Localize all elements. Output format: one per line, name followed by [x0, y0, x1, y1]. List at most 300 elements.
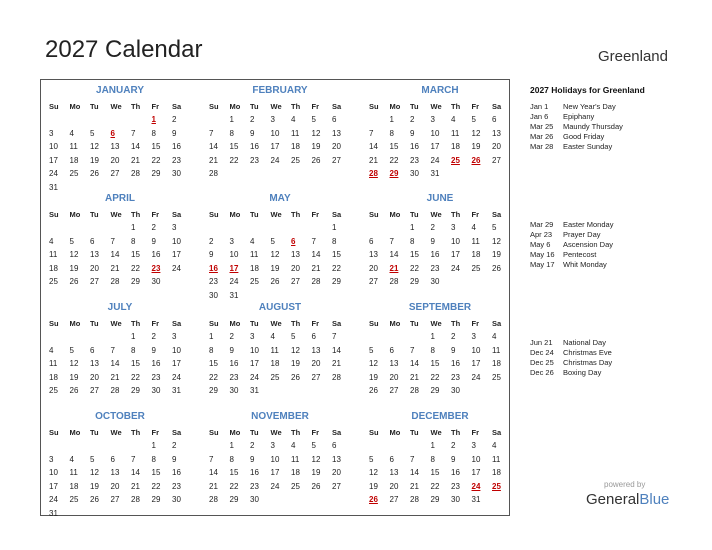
day-cell: 24: [430, 155, 440, 165]
day-cell: 20: [332, 142, 341, 151]
day-cell: 8: [332, 236, 337, 246]
empty-cell: [47, 221, 68, 235]
day-cell: 22: [209, 372, 218, 382]
month-february: [202, 84, 358, 181]
day-cell: 18: [49, 372, 58, 382]
empty-cell: [289, 221, 310, 235]
month-grid: [207, 317, 358, 398]
holiday-name: Maundy Thursday: [563, 122, 623, 131]
day-cell: 6: [389, 345, 394, 355]
holiday-panel-title: 2027 Holidays for Greenland: [530, 85, 645, 95]
day-cell: 6: [311, 332, 316, 341]
weekday-header: Fr: [311, 102, 319, 111]
day-cell: 22: [131, 263, 140, 273]
day-cell: 3: [270, 115, 275, 124]
day-cell: 14: [131, 142, 140, 151]
day-cell: 31: [229, 290, 239, 300]
day-cell: 22: [229, 481, 239, 491]
day-cell: 10: [250, 345, 259, 355]
day-cell: 5: [69, 236, 74, 246]
weekday-header: Mo: [229, 428, 241, 437]
day-cell: 11: [69, 468, 78, 477]
day-cell: 13: [389, 359, 399, 368]
day-cell: 29: [430, 386, 440, 395]
day-cell: 5: [471, 115, 476, 124]
month-name: MARCH: [421, 85, 459, 96]
day-cell: 6: [90, 345, 95, 355]
day-cell: 31: [430, 169, 440, 178]
day-cell: 4: [451, 115, 456, 124]
day-cell: 18: [49, 263, 58, 273]
day-cell: 29: [131, 277, 140, 286]
holiday-row: [530, 132, 700, 142]
day-cell: 15: [229, 142, 239, 151]
day-cell: 25: [49, 386, 58, 395]
weekday-header: Tu: [90, 319, 99, 328]
holiday-day-cell: 25: [492, 481, 501, 491]
day-cell: 12: [69, 250, 79, 259]
month-grid: [367, 100, 518, 181]
weekday-header: Mo: [69, 102, 81, 111]
holiday-row: [530, 230, 700, 240]
weekday-header: Fr: [471, 210, 479, 219]
holiday-panel: [530, 85, 700, 377]
weekday-header: We: [430, 102, 442, 111]
weekday-header: Fr: [151, 210, 159, 219]
day-cell: 16: [250, 468, 259, 477]
holiday-date: May 16: [530, 250, 555, 259]
day-cell: 6: [332, 115, 337, 124]
day-cell: 31: [49, 508, 58, 518]
day-cell: 10: [172, 236, 181, 246]
day-cell: 26: [492, 263, 501, 273]
day-cell: 4: [49, 345, 54, 355]
weekday-header: Sa: [172, 319, 182, 328]
day-cell: 23: [430, 263, 440, 273]
day-cell: 15: [410, 250, 419, 259]
weekday-header: Mo: [389, 102, 401, 111]
day-cell: 10: [172, 345, 181, 355]
day-cell: 27: [110, 495, 120, 504]
day-cell: 1: [209, 332, 214, 341]
day-cell: 31: [172, 386, 181, 395]
month-april: [42, 192, 198, 289]
day-cell: 30: [151, 277, 161, 286]
month-grid: [207, 100, 358, 181]
weekday-header: Su: [369, 428, 379, 437]
day-cell: 9: [430, 236, 435, 246]
weekday-header: We: [430, 428, 442, 437]
day-cell: 11: [451, 128, 460, 138]
holiday-name: Prayer Day: [563, 230, 601, 239]
day-cell: 1: [430, 332, 435, 341]
page-title: 2027 Calendar: [45, 36, 203, 63]
day-cell: 20: [110, 155, 120, 165]
day-cell: 4: [492, 441, 497, 450]
weekday-header: Mo: [69, 319, 81, 328]
day-cell: 20: [311, 359, 321, 368]
weekday-header: Tu: [250, 428, 259, 437]
day-cell: 27: [110, 169, 120, 178]
day-cell: 13: [110, 142, 120, 151]
day-cell: 21: [209, 155, 218, 165]
day-cell: 23: [151, 372, 161, 382]
day-cell: 1: [430, 441, 435, 450]
day-cell: 8: [229, 128, 234, 138]
month-may: [202, 192, 358, 302]
day-cell: 22: [151, 481, 161, 491]
day-cell: 17: [471, 359, 481, 368]
weekday-header: We: [430, 210, 442, 219]
day-cell: 8: [209, 345, 214, 355]
day-cell: 7: [110, 236, 115, 246]
day-cell: 24: [229, 277, 239, 286]
day-cell: 30: [209, 290, 218, 300]
day-cell: 25: [270, 372, 280, 382]
holiday-name: Pentecost: [563, 250, 597, 259]
day-cell: 9: [410, 128, 415, 138]
holiday-date: May 6: [530, 240, 551, 249]
weekday-header: Tu: [90, 210, 99, 219]
day-cell: 10: [49, 142, 58, 151]
holiday-date: May 17: [530, 260, 555, 269]
empty-cell: [88, 439, 109, 453]
day-cell: 14: [311, 250, 321, 259]
month-july: [42, 301, 198, 398]
weekday-header: Th: [291, 428, 301, 437]
day-cell: 3: [49, 454, 54, 464]
day-cell: 25: [291, 155, 300, 165]
day-cell: 6: [332, 441, 337, 450]
day-cell: 28: [389, 277, 399, 286]
empty-cell: [109, 439, 130, 453]
day-cell: 8: [151, 454, 156, 464]
empty-cell: [88, 330, 109, 344]
day-cell: 29: [131, 386, 140, 395]
day-cell: 7: [332, 332, 337, 341]
day-cell: 20: [369, 263, 378, 273]
day-cell: 7: [311, 236, 316, 246]
holiday-row: [530, 348, 700, 358]
day-cell: 23: [250, 481, 259, 491]
day-cell: 15: [430, 468, 440, 477]
day-cell: 17: [49, 481, 58, 491]
month-name: OCTOBER: [95, 411, 145, 422]
weekday-header: Mo: [229, 210, 241, 219]
weekday-header: Su: [209, 210, 219, 219]
day-cell: 21: [369, 155, 378, 165]
day-cell: 2: [451, 332, 456, 341]
day-cell: 14: [131, 468, 140, 477]
day-cell: 5: [291, 332, 296, 341]
day-cell: 18: [291, 468, 300, 477]
day-cell: 29: [209, 386, 218, 395]
weekday-header: Sa: [332, 319, 342, 328]
day-cell: 20: [291, 263, 300, 273]
day-cell: 28: [131, 169, 140, 178]
weekday-header: Tu: [90, 102, 99, 111]
day-cell: 21: [410, 481, 419, 491]
day-cell: 13: [90, 359, 99, 368]
day-cell: 19: [369, 372, 378, 382]
day-cell: 13: [332, 128, 341, 138]
weekday-header: We: [110, 102, 122, 111]
holiday-row: [530, 338, 700, 348]
day-cell: 22: [151, 155, 161, 165]
holiday-date: Jun 21: [530, 338, 553, 347]
day-cell: 23: [250, 155, 259, 165]
weekday-header: Tu: [250, 210, 259, 219]
day-cell: 10: [471, 454, 481, 464]
day-cell: 19: [90, 481, 99, 491]
day-cell: 26: [69, 386, 79, 395]
holiday-group: [530, 102, 700, 152]
holiday-day-cell: 16: [209, 263, 218, 273]
day-cell: 6: [492, 115, 497, 124]
day-cell: 12: [471, 128, 481, 138]
day-cell: 7: [389, 236, 394, 246]
empty-cell: [367, 113, 388, 127]
day-cell: 6: [110, 454, 115, 464]
weekday-header: We: [270, 102, 282, 111]
holiday-name: Christmas Eve: [563, 348, 612, 357]
day-cell: 22: [131, 372, 140, 382]
day-cell: 17: [172, 359, 181, 368]
day-cell: 28: [110, 386, 120, 395]
weekday-header: Tu: [410, 319, 419, 328]
day-cell: 29: [430, 495, 440, 504]
day-cell: 14: [209, 468, 218, 477]
weekday-header: Th: [291, 319, 301, 328]
day-cell: 20: [389, 372, 399, 382]
day-cell: 9: [451, 454, 456, 464]
day-cell: 23: [451, 372, 460, 382]
day-cell: 4: [291, 441, 296, 450]
day-cell: 15: [131, 359, 140, 368]
day-cell: 5: [90, 454, 95, 464]
day-cell: 3: [471, 441, 476, 450]
day-cell: 2: [410, 115, 415, 124]
day-cell: 20: [389, 481, 399, 491]
empty-cell: [88, 221, 109, 235]
weekday-header: Th: [451, 210, 461, 219]
day-cell: 20: [332, 468, 341, 477]
day-cell: 30: [451, 495, 460, 504]
empty-cell: [88, 113, 109, 127]
empty-cell: [388, 330, 409, 344]
day-cell: 9: [250, 454, 255, 464]
day-cell: 31: [471, 495, 481, 504]
day-cell: 30: [451, 386, 460, 395]
day-cell: 11: [49, 250, 58, 259]
day-cell: 7: [131, 454, 136, 464]
day-cell: 28: [209, 495, 218, 504]
day-cell: 15: [229, 468, 239, 477]
day-cell: 16: [410, 142, 419, 151]
day-cell: 18: [250, 263, 259, 273]
day-cell: 28: [311, 277, 321, 286]
day-cell: 12: [69, 359, 79, 368]
holiday-name: Christmas Day: [563, 358, 613, 367]
day-cell: 9: [151, 345, 156, 355]
day-cell: 16: [430, 250, 440, 259]
weekday-header: Mo: [389, 428, 401, 437]
day-cell: 24: [49, 169, 58, 178]
day-cell: 18: [471, 250, 481, 259]
empty-cell: [207, 221, 228, 235]
day-cell: 20: [90, 263, 99, 273]
day-cell: 3: [430, 115, 435, 124]
month-grid: [47, 426, 198, 520]
day-cell: 5: [69, 345, 74, 355]
weekday-header: Fr: [151, 102, 159, 111]
day-cell: 26: [311, 481, 321, 491]
day-cell: 30: [410, 169, 419, 178]
holiday-day-cell: 17: [229, 263, 239, 273]
holiday-day-cell: 29: [389, 169, 399, 178]
day-cell: 15: [151, 142, 161, 151]
empty-cell: [109, 221, 130, 235]
weekday-header: Sa: [492, 319, 502, 328]
day-cell: 19: [90, 155, 99, 165]
day-cell: 27: [389, 495, 399, 504]
day-cell: 25: [250, 277, 259, 286]
day-cell: 23: [172, 155, 181, 165]
day-cell: 11: [291, 454, 300, 464]
day-cell: 1: [131, 332, 136, 341]
weekday-header: Th: [291, 102, 301, 111]
day-cell: 1: [389, 115, 394, 124]
day-cell: 17: [49, 155, 58, 165]
empty-cell: [129, 113, 150, 127]
day-cell: 26: [311, 155, 321, 165]
weekday-header: Su: [369, 319, 379, 328]
day-cell: 3: [49, 128, 54, 138]
weekday-header: We: [110, 210, 122, 219]
weekday-header: Su: [49, 102, 59, 111]
day-cell: 17: [430, 142, 440, 151]
month-grid: [207, 426, 358, 507]
empty-cell: [47, 439, 68, 453]
day-cell: 15: [131, 250, 140, 259]
brand-logo[interactable]: [586, 491, 669, 508]
day-cell: 1: [151, 441, 156, 450]
day-cell: 2: [151, 223, 156, 232]
day-cell: 4: [270, 332, 275, 341]
holiday-day-cell: 26: [369, 495, 378, 504]
day-cell: 18: [451, 142, 460, 151]
weekday-header: Su: [49, 319, 59, 328]
day-cell: 10: [49, 468, 58, 477]
holiday-group: [530, 220, 700, 270]
day-cell: 11: [270, 345, 279, 355]
day-cell: 3: [229, 236, 234, 246]
month-name: MAY: [269, 193, 291, 204]
empty-cell: [68, 330, 89, 344]
day-cell: 5: [311, 441, 316, 450]
day-cell: 16: [229, 359, 239, 368]
month-grid: [367, 317, 518, 398]
day-cell: 18: [69, 155, 79, 165]
day-cell: 2: [151, 332, 156, 341]
month-march: [362, 84, 518, 181]
day-cell: 18: [492, 468, 501, 477]
holiday-name: New Year's Day: [563, 102, 616, 111]
holiday-row: [530, 368, 700, 378]
month-name: DECEMBER: [411, 411, 469, 422]
day-cell: 26: [369, 386, 378, 395]
day-cell: 25: [49, 277, 58, 286]
weekday-header: We: [270, 319, 282, 328]
holiday-day-cell: 6: [110, 128, 115, 138]
day-cell: 7: [131, 128, 136, 138]
day-cell: 19: [492, 250, 501, 259]
day-cell: 26: [90, 169, 99, 178]
empty-cell: [367, 221, 388, 235]
month-grid: [47, 208, 198, 289]
day-cell: 6: [389, 454, 394, 464]
day-cell: 28: [410, 386, 419, 395]
day-cell: 23: [229, 372, 239, 382]
weekday-header: Th: [451, 428, 461, 437]
month-name: SEPTEMBER: [408, 302, 472, 313]
day-cell: 24: [49, 495, 58, 504]
day-cell: 30: [229, 386, 239, 395]
weekday-header: Tu: [410, 210, 419, 219]
month-october: [42, 410, 198, 520]
holiday-day-cell: 23: [151, 263, 161, 273]
day-cell: 14: [110, 359, 120, 368]
holiday-row: [530, 142, 700, 152]
holiday-name: Easter Monday: [563, 220, 614, 229]
holiday-row: [530, 358, 700, 368]
empty-cell: [207, 113, 228, 127]
day-cell: 19: [270, 263, 280, 273]
day-cell: 8: [131, 345, 136, 355]
day-cell: 2: [250, 441, 255, 450]
day-cell: 14: [389, 250, 399, 259]
day-cell: 19: [69, 263, 79, 273]
holiday-day-cell: 26: [471, 155, 481, 165]
holiday-date: Mar 25: [530, 122, 554, 131]
day-cell: 25: [492, 372, 501, 382]
day-cell: 15: [209, 359, 218, 368]
day-cell: 4: [49, 236, 54, 246]
holiday-name: Whit Monday: [563, 260, 607, 269]
empty-cell: [310, 221, 331, 235]
day-cell: 3: [172, 223, 177, 232]
day-cell: 26: [270, 277, 280, 286]
day-cell: 1: [410, 223, 415, 232]
holiday-date: Mar 26: [530, 132, 554, 141]
day-cell: 24: [250, 372, 259, 382]
day-cell: 17: [172, 250, 181, 259]
day-cell: 9: [151, 236, 156, 246]
day-cell: 25: [69, 169, 79, 178]
day-cell: 28: [209, 169, 218, 178]
weekday-header: Mo: [69, 210, 81, 219]
day-cell: 27: [291, 277, 300, 286]
month-grid: [367, 208, 518, 289]
day-cell: 5: [492, 223, 497, 232]
day-cell: 30: [151, 386, 161, 395]
day-cell: 10: [270, 128, 280, 138]
empty-cell: [68, 113, 89, 127]
day-cell: 1: [229, 115, 234, 124]
weekday-header: Tu: [250, 319, 259, 328]
month-january: [42, 84, 198, 194]
day-cell: 18: [291, 142, 300, 151]
